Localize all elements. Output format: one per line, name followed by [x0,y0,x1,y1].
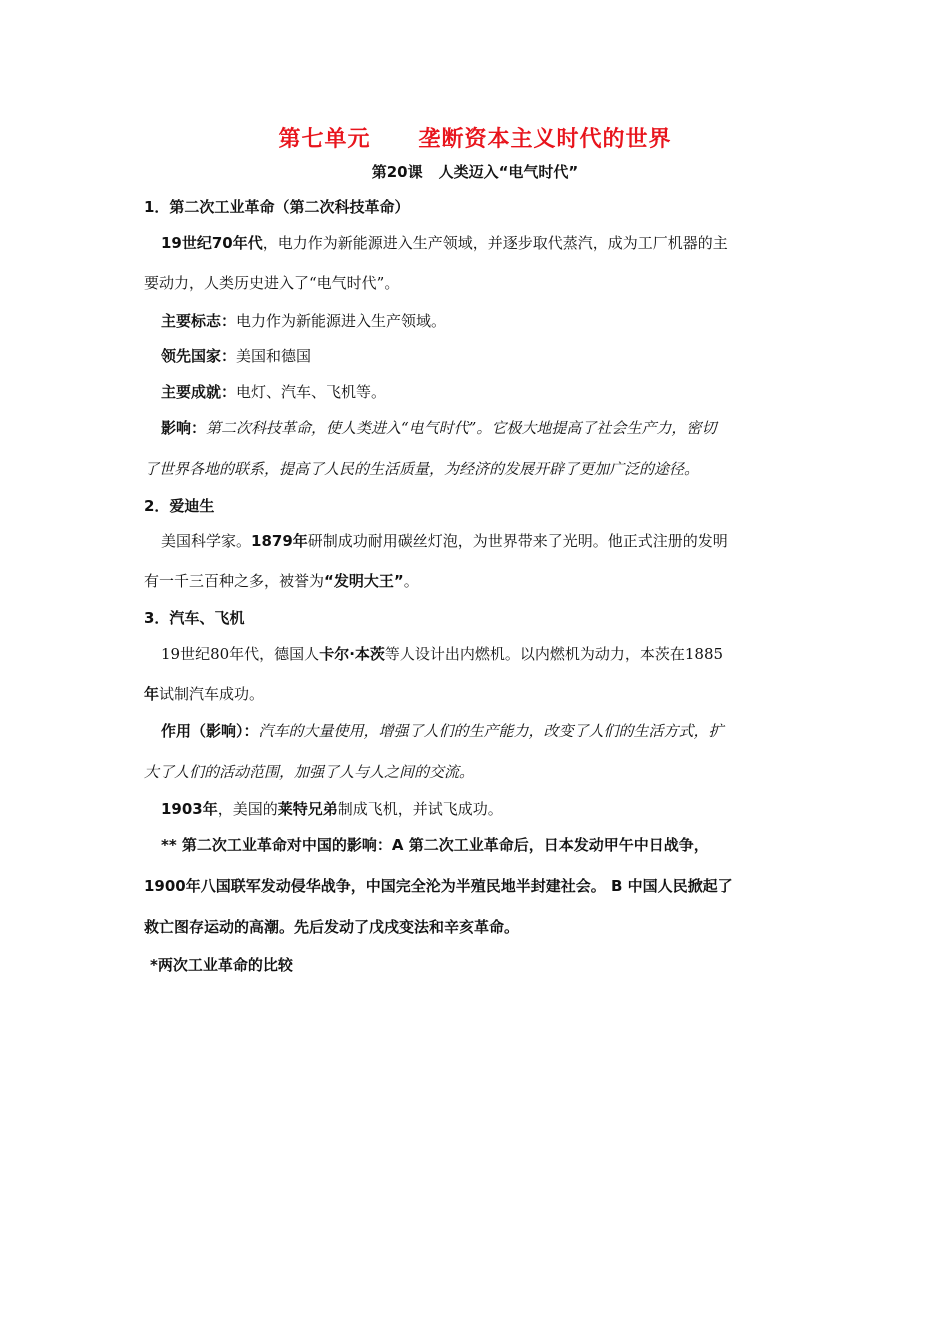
car-line-2: 年试制汽车成功。 [144,685,265,703]
edison-line-1: 美国科学家。1879年研制成功耐用碳丝灯泡，为世界带来了光明。他正式注册的发明 [161,532,728,550]
edison-line-2: 有一千三百种之多，被誉为“发明大王”。 [144,572,419,590]
section-1-para-line-1: 19世纪70年代，电力作为新能源进入生产领域，并逐步取代蒸汽，成为工厂机器的主 [161,234,728,252]
leading-countries: 领先国家：美国和德国 [161,347,312,365]
section-1-heading: 1．第二次工业革命（第二次科技革命） [144,198,410,216]
main-achievements: 主要成就：电灯、汽车、飞机等。 [161,383,387,401]
impact-line-1: 影响：第二次科技革命，使人类进入“电气时代”。它极大地提高了社会生产力，密切 [161,419,717,437]
china-impact-line-3: 救亡图存运动的高潮。先后发动了戊戌变法和辛亥革命。 [144,918,520,936]
section-2-heading: 2．爱迪生 [144,497,215,515]
china-impact-line-1: ** 第二次工业革命对中国的影响：A 第二次工业革命后，日本发动甲午中日战争， [161,836,709,854]
comparison-heading: *两次工业革命的比较 [150,956,293,974]
lesson-number: 第20课 [371,163,423,181]
impact-line-2: 了世界各地的联系，提高了人民的生活质量，为经济的发展开辟了更加广泛的途径。 [144,460,700,478]
unit-name: 垄断资本主义时代的世界 [418,127,672,152]
section-3-heading: 3．汽车、飞机 [144,609,245,627]
unit-title [0,122,950,153]
lesson-name: 人类迈入“电气时代” [438,163,579,181]
car-use-line-1: 作用（影响）：汽车的大量使用，增强了人们的生产能力，改变了人们的生活方式，扩 [161,722,724,740]
section-1-para-line-2: 要动力，人类历史进入了“电气时代”。 [144,274,400,292]
car-use-line-2: 大了人们的活动范围，加强了人与人之间的交流。 [144,763,475,781]
unit-number: 第七单元 [278,127,371,152]
main-sign: 主要标志：电力作为新能源进入生产领域。 [161,312,447,330]
china-impact-line-2: 1900年八国联军发动侵华战争，中国完全沦为半殖民地半封建社会。 B 中国人民掀起了 [144,877,733,895]
plane-line: 1903年，美国的莱特兄弟制成飞机，并试飞成功。 [161,800,503,818]
car-line-1: 19世纪80年代，德国人卡尔·本茨等人设计出内燃机。以内燃机为动力，本茨在1885 [161,645,724,663]
lesson-title [0,161,950,182]
